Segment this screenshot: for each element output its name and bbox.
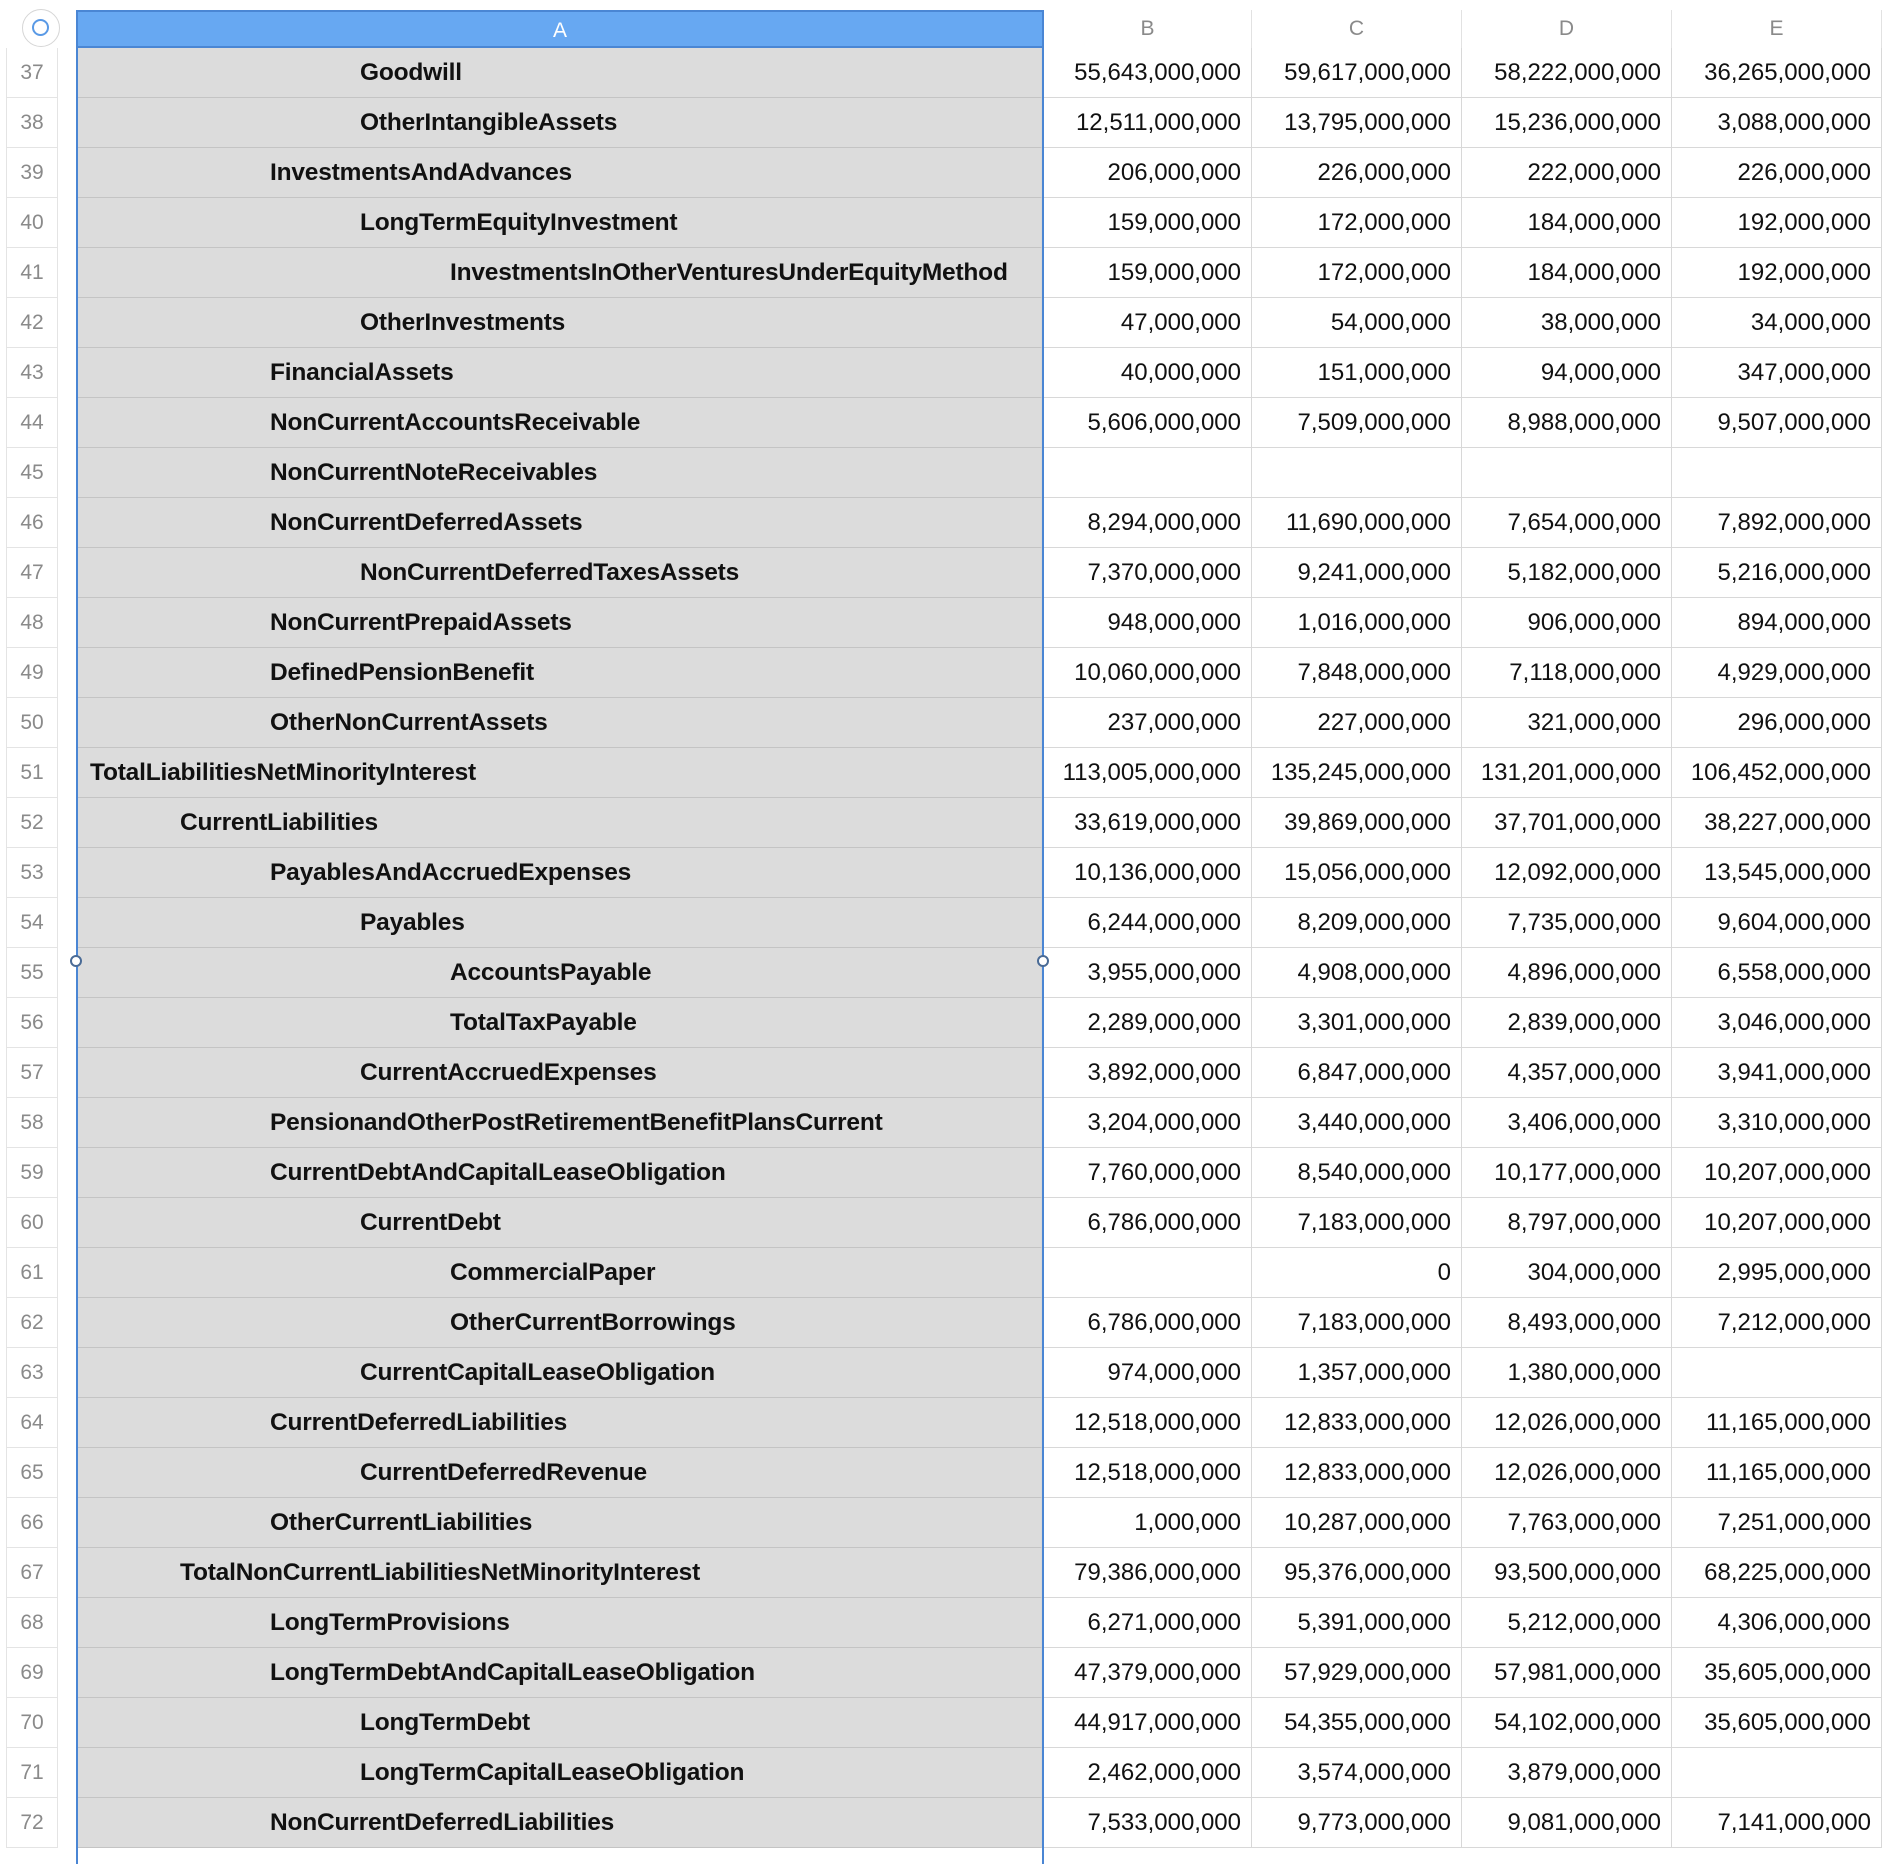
table-row [0,1748,1882,1798]
cell-value-e[interactable]: 226,000,000 [1672,148,1882,198]
cell-label[interactable]: InvestmentsInOtherVenturesUnderEquityMethod [78,248,1042,298]
cell-value-b[interactable]: 6,244,000,000 [1042,898,1252,948]
cell-label[interactable]: NonCurrentDeferredTaxesAssets [78,548,1042,598]
cell-value-e[interactable]: 106,452,000,000 [1672,748,1882,798]
cell-value-c[interactable]: 172,000,000 [1252,248,1462,298]
cell-value-e[interactable]: 11,165,000,000 [1672,1448,1882,1498]
cell-value-b[interactable]: 6,271,000,000 [1042,1598,1252,1648]
cell-value-e[interactable]: 347,000,000 [1672,348,1882,398]
cell-value-b[interactable]: 2,289,000,000 [1042,998,1252,1048]
table-row [0,1248,1882,1298]
cell-value-c[interactable]: 10,287,000,000 [1252,1498,1462,1548]
cell-label[interactable]: LongTermCapitalLeaseObligation [78,1748,1042,1798]
cell-value-b[interactable]: 948,000,000 [1042,598,1252,648]
cell-value-d[interactable]: 3,406,000,000 [1462,1098,1672,1148]
table-row [0,1148,1882,1198]
table-row [0,248,1882,298]
cell-label[interactable]: Goodwill [78,48,1042,98]
table-row [0,1348,1882,1398]
cell-value-d[interactable]: 94,000,000 [1462,348,1672,398]
table-row [0,898,1882,948]
cell-value-d[interactable]: 222,000,000 [1462,148,1672,198]
table-row [0,598,1882,648]
cell-value-d[interactable]: 15,236,000,000 [1462,98,1672,148]
table-row [0,398,1882,448]
cell-value-c[interactable]: 151,000,000 [1252,348,1462,398]
table-row [0,948,1882,998]
cell-label[interactable]: LongTermProvisions [78,1598,1042,1648]
row-number[interactable]: 45 [6,448,58,498]
cell-label[interactable]: OtherCurrentLiabilities [78,1498,1042,1548]
cell-value-b[interactable]: 159,000,000 [1042,248,1252,298]
cell-value-d[interactable]: 58,222,000,000 [1462,48,1672,98]
cell-value-b[interactable]: 12,518,000,000 [1042,1448,1252,1498]
cell-value-d[interactable]: 4,896,000,000 [1462,948,1672,998]
cell-value-b[interactable] [1042,1248,1252,1298]
table-row [0,348,1882,398]
table-row [0,548,1882,598]
cell-label[interactable]: CurrentDebtAndCapitalLeaseObligation [78,1148,1042,1198]
table-row [0,48,1882,98]
table-row [0,1398,1882,1448]
row-number[interactable]: 65 [6,1448,58,1498]
cell-value-c[interactable]: 7,848,000,000 [1252,648,1462,698]
cell-value-b[interactable]: 974,000,000 [1042,1348,1252,1398]
table-row [0,848,1882,898]
cell-value-d[interactable]: 304,000,000 [1462,1248,1672,1298]
column-header-b[interactable]: B [1044,10,1252,48]
cell-value-b[interactable]: 12,518,000,000 [1042,1398,1252,1448]
cell-value-d[interactable]: 7,654,000,000 [1462,498,1672,548]
row-number[interactable]: 62 [6,1298,58,1348]
cell-value-e[interactable]: 192,000,000 [1672,198,1882,248]
cell-value-b[interactable]: 47,000,000 [1042,298,1252,348]
cell-value-d[interactable]: 12,026,000,000 [1462,1448,1672,1498]
cell-value-d[interactable] [1462,448,1672,498]
cell-label[interactable]: NonCurrentAccountsReceivable [78,398,1042,448]
cell-value-c[interactable]: 3,574,000,000 [1252,1748,1462,1798]
cell-value-c[interactable]: 5,391,000,000 [1252,1598,1462,1648]
cell-value-e[interactable]: 4,306,000,000 [1672,1598,1882,1648]
cell-value-c[interactable]: 7,509,000,000 [1252,398,1462,448]
row-number[interactable]: 59 [6,1148,58,1198]
cell-label[interactable]: OtherIntangibleAssets [78,98,1042,148]
cell-value-c[interactable]: 9,241,000,000 [1252,548,1462,598]
table-row [0,1498,1882,1548]
cell-value-e[interactable]: 34,000,000 [1672,298,1882,348]
row-number[interactable]: 39 [6,148,58,198]
cell-value-c[interactable]: 8,540,000,000 [1252,1148,1462,1198]
cell-value-e[interactable]: 9,507,000,000 [1672,398,1882,448]
row-number[interactable]: 68 [6,1598,58,1648]
cell-label[interactable]: CurrentDeferredRevenue [78,1448,1042,1498]
cell-label[interactable]: OtherInvestments [78,298,1042,348]
cell-value-b[interactable] [1042,448,1252,498]
cell-value-b[interactable]: 47,379,000,000 [1042,1648,1252,1698]
cell-label[interactable]: NonCurrentNoteReceivables [78,448,1042,498]
cell-value-e[interactable]: 11,165,000,000 [1672,1398,1882,1448]
cell-label[interactable]: OtherNonCurrentAssets [78,698,1042,748]
cell-value-b[interactable]: 3,892,000,000 [1042,1048,1252,1098]
table-row [0,148,1882,198]
table-row [0,1648,1882,1698]
table-row [0,1448,1882,1498]
cell-value-c[interactable]: 7,183,000,000 [1252,1298,1462,1348]
selection-resize-handle-right[interactable] [1037,955,1049,967]
cell-value-d[interactable]: 5,182,000,000 [1462,548,1672,598]
cell-value-b[interactable]: 10,060,000,000 [1042,648,1252,698]
table-row [0,698,1882,748]
select-all-circle-icon[interactable] [22,9,60,47]
cell-label[interactable]: LongTermDebt [78,1698,1042,1748]
row-number[interactable]: 55 [6,948,58,998]
row-number[interactable]: 51 [6,748,58,798]
cell-value-d[interactable]: 1,380,000,000 [1462,1348,1672,1398]
cell-value-e[interactable]: 3,941,000,000 [1672,1048,1882,1098]
cell-value-d[interactable]: 906,000,000 [1462,598,1672,648]
cell-value-b[interactable]: 10,136,000,000 [1042,848,1252,898]
cell-label[interactable]: PensionandOtherPostRetirementBenefitPlansCurrent [78,1098,1042,1148]
cell-label[interactable]: DefinedPensionBenefit [78,648,1042,698]
cell-value-b[interactable]: 7,533,000,000 [1042,1798,1252,1848]
cell-value-b[interactable]: 55,643,000,000 [1042,48,1252,98]
cell-label[interactable]: NonCurrentDeferredLiabilities [78,1798,1042,1848]
cell-value-b[interactable]: 113,005,000,000 [1042,748,1252,798]
table-row [0,1548,1882,1598]
cell-value-c[interactable]: 12,833,000,000 [1252,1398,1462,1448]
row-number[interactable]: 57 [6,1048,58,1098]
cell-value-c[interactable]: 39,869,000,000 [1252,798,1462,848]
row-number[interactable]: 50 [6,698,58,748]
cell-value-c[interactable]: 4,908,000,000 [1252,948,1462,998]
row-number[interactable]: 44 [6,398,58,448]
row-number[interactable]: 41 [6,248,58,298]
selection-resize-handle-left[interactable] [70,955,82,967]
cell-value-e[interactable]: 7,251,000,000 [1672,1498,1882,1548]
column-header-c[interactable]: C [1252,10,1462,48]
cell-value-c[interactable]: 95,376,000,000 [1252,1548,1462,1598]
cell-value-e[interactable]: 2,995,000,000 [1672,1248,1882,1298]
column-selection-border-left [76,10,78,1864]
cell-value-e[interactable]: 35,605,000,000 [1672,1698,1882,1748]
table-row [0,498,1882,548]
row-number[interactable]: 67 [6,1548,58,1598]
cell-value-d[interactable]: 10,177,000,000 [1462,1148,1672,1198]
cell-value-c[interactable]: 172,000,000 [1252,198,1462,248]
cell-value-d[interactable]: 37,701,000,000 [1462,798,1672,848]
row-number[interactable]: 61 [6,1248,58,1298]
table-row [0,748,1882,798]
cell-value-c[interactable]: 59,617,000,000 [1252,48,1462,98]
column-header-a[interactable]: A [76,10,1044,48]
cell-value-c[interactable]: 6,847,000,000 [1252,1048,1462,1098]
cell-label[interactable]: NonCurrentPrepaidAssets [78,598,1042,648]
cell-value-c[interactable]: 54,000,000 [1252,298,1462,348]
cell-value-d[interactable]: 8,988,000,000 [1462,398,1672,448]
column-header-e[interactable]: E [1672,10,1882,48]
cell-value-e[interactable]: 7,141,000,000 [1672,1798,1882,1848]
row-number[interactable]: 53 [6,848,58,898]
cell-value-e[interactable]: 296,000,000 [1672,698,1882,748]
cell-value-e[interactable] [1672,1348,1882,1398]
cell-value-d[interactable]: 8,797,000,000 [1462,1198,1672,1248]
row-number[interactable]: 56 [6,998,58,1048]
row-number[interactable]: 70 [6,1698,58,1748]
cell-value-b[interactable]: 40,000,000 [1042,348,1252,398]
cell-value-d[interactable]: 54,102,000,000 [1462,1698,1672,1748]
table-row [0,98,1882,148]
cell-value-c[interactable]: 13,795,000,000 [1252,98,1462,148]
row-number[interactable]: 46 [6,498,58,548]
cell-value-c[interactable]: 226,000,000 [1252,148,1462,198]
cell-value-b[interactable]: 2,462,000,000 [1042,1748,1252,1798]
select-all-corner[interactable] [0,0,76,48]
cell-value-d[interactable]: 38,000,000 [1462,298,1672,348]
cell-value-e[interactable]: 3,310,000,000 [1672,1098,1882,1148]
cell-value-d[interactable]: 184,000,000 [1462,198,1672,248]
cell-label[interactable]: CurrentDebt [78,1198,1042,1248]
cell-value-d[interactable]: 7,763,000,000 [1462,1498,1672,1548]
cell-label[interactable]: LongTermDebtAndCapitalLeaseObligation [78,1648,1042,1698]
column-header-d[interactable]: D [1462,10,1672,48]
table-row [0,1698,1882,1748]
cell-value-d[interactable]: 3,879,000,000 [1462,1748,1672,1798]
cell-value-b[interactable]: 33,619,000,000 [1042,798,1252,848]
row-number[interactable]: 43 [6,348,58,398]
cell-value-d[interactable]: 9,081,000,000 [1462,1798,1672,1848]
cell-value-e[interactable]: 36,265,000,000 [1672,48,1882,98]
table-row [0,1798,1882,1848]
cell-value-d[interactable]: 5,212,000,000 [1462,1598,1672,1648]
cell-value-b[interactable]: 1,000,000 [1042,1498,1252,1548]
cell-value-d[interactable]: 131,201,000,000 [1462,748,1672,798]
cell-value-c[interactable]: 11,690,000,000 [1252,498,1462,548]
cell-value-b[interactable]: 12,511,000,000 [1042,98,1252,148]
cell-value-c[interactable]: 9,773,000,000 [1252,1798,1462,1848]
table-row [0,1298,1882,1348]
cell-value-d[interactable]: 12,026,000,000 [1462,1398,1672,1448]
cell-label[interactable]: CurrentLiabilities [78,798,1042,848]
row-number[interactable]: 66 [6,1498,58,1548]
cell-value-d[interactable]: 7,118,000,000 [1462,648,1672,698]
cell-value-c[interactable]: 135,245,000,000 [1252,748,1462,798]
cell-value-e[interactable]: 7,212,000,000 [1672,1298,1882,1348]
cell-value-e[interactable]: 3,046,000,000 [1672,998,1882,1048]
cell-value-b[interactable]: 44,917,000,000 [1042,1698,1252,1748]
row-number[interactable]: 58 [6,1098,58,1148]
cell-label[interactable]: CurrentAccruedExpenses [78,1048,1042,1098]
cell-value-e[interactable]: 5,216,000,000 [1672,548,1882,598]
cell-value-e[interactable]: 894,000,000 [1672,598,1882,648]
cell-value-c[interactable]: 15,056,000,000 [1252,848,1462,898]
table-row [0,448,1882,498]
cell-value-c[interactable]: 54,355,000,000 [1252,1698,1462,1748]
cell-label[interactable]: TotalNonCurrentLiabilitiesNetMinorityInterest [78,1548,1042,1598]
cell-value-e[interactable]: 10,207,000,000 [1672,1148,1882,1198]
cell-value-e[interactable]: 9,604,000,000 [1672,898,1882,948]
cell-label[interactable]: TotalTaxPayable [78,998,1042,1048]
cell-label[interactable]: AccountsPayable [78,948,1042,998]
cell-label[interactable]: NonCurrentDeferredAssets [78,498,1042,548]
cell-value-e[interactable]: 6,558,000,000 [1672,948,1882,998]
row-number[interactable]: 49 [6,648,58,698]
cell-value-e[interactable]: 35,605,000,000 [1672,1648,1882,1698]
cell-value-d[interactable]: 4,357,000,000 [1462,1048,1672,1098]
cell-value-d[interactable]: 93,500,000,000 [1462,1548,1672,1598]
cell-value-b[interactable]: 206,000,000 [1042,148,1252,198]
cell-value-e[interactable]: 192,000,000 [1672,248,1882,298]
cell-label[interactable]: FinancialAssets [78,348,1042,398]
column-header-bar [0,0,1882,48]
cell-value-b[interactable]: 6,786,000,000 [1042,1198,1252,1248]
row-number[interactable]: 47 [6,548,58,598]
cell-label[interactable]: PayablesAndAccruedExpenses [78,848,1042,898]
cell-value-c[interactable]: 57,929,000,000 [1252,1648,1462,1698]
cell-value-c[interactable]: 12,833,000,000 [1252,1448,1462,1498]
cell-value-d[interactable]: 12,092,000,000 [1462,848,1672,898]
cell-label[interactable]: CommercialPaper [78,1248,1042,1298]
row-number[interactable]: 72 [6,1798,58,1848]
row-number[interactable]: 54 [6,898,58,948]
row-number[interactable]: 48 [6,598,58,648]
cell-label[interactable]: TotalLiabilitiesNetMinorityInterest [78,748,1042,798]
cell-value-b[interactable]: 7,370,000,000 [1042,548,1252,598]
row-number[interactable]: 38 [6,98,58,148]
cell-value-e[interactable]: 7,892,000,000 [1672,498,1882,548]
cell-value-d[interactable]: 57,981,000,000 [1462,1648,1672,1698]
cell-value-e[interactable]: 68,225,000,000 [1672,1548,1882,1598]
cell-value-d[interactable]: 321,000,000 [1462,698,1672,748]
cell-value-c[interactable]: 1,016,000,000 [1252,598,1462,648]
cell-value-c[interactable] [1252,448,1462,498]
cell-value-b[interactable]: 159,000,000 [1042,198,1252,248]
row-number[interactable]: 37 [6,48,58,98]
cell-value-e[interactable]: 4,929,000,000 [1672,648,1882,698]
cell-label[interactable]: CurrentDeferredLiabilities [78,1398,1042,1448]
table-row [0,998,1882,1048]
cell-label[interactable]: InvestmentsAndAdvances [78,148,1042,198]
cell-value-b[interactable]: 7,760,000,000 [1042,1148,1252,1198]
cell-value-d[interactable]: 184,000,000 [1462,248,1672,298]
table-row [0,1098,1882,1148]
cell-value-b[interactable]: 79,386,000,000 [1042,1548,1252,1598]
row-number[interactable]: 63 [6,1348,58,1398]
row-number[interactable]: 71 [6,1748,58,1798]
cell-value-c[interactable]: 7,183,000,000 [1252,1198,1462,1248]
cell-value-c[interactable]: 3,301,000,000 [1252,998,1462,1048]
cell-value-b[interactable]: 237,000,000 [1042,698,1252,748]
cell-label[interactable]: OtherCurrentBorrowings [78,1298,1042,1348]
cell-value-e[interactable]: 13,545,000,000 [1672,848,1882,898]
cell-value-b[interactable]: 3,204,000,000 [1042,1098,1252,1148]
row-number[interactable]: 69 [6,1648,58,1698]
cell-value-c[interactable]: 8,209,000,000 [1252,898,1462,948]
table-row [0,298,1882,348]
cell-value-e[interactable]: 10,207,000,000 [1672,1198,1882,1248]
cell-value-c[interactable]: 227,000,000 [1252,698,1462,748]
table-row [0,1048,1882,1098]
cell-value-e[interactable]: 3,088,000,000 [1672,98,1882,148]
cell-value-e[interactable] [1672,1748,1882,1798]
table-row [0,648,1882,698]
row-number[interactable]: 60 [6,1198,58,1248]
column-selection-border-right [1042,10,1044,1864]
cell-value-c[interactable]: 1,357,000,000 [1252,1348,1462,1398]
cell-value-e[interactable] [1672,448,1882,498]
cell-value-d[interactable]: 2,839,000,000 [1462,998,1672,1048]
cell-label[interactable]: CurrentCapitalLeaseObligation [78,1348,1042,1398]
table-row [0,198,1882,248]
cell-label[interactable]: LongTermEquityInvestment [78,198,1042,248]
cell-value-b[interactable]: 5,606,000,000 [1042,398,1252,448]
cell-value-b[interactable]: 6,786,000,000 [1042,1298,1252,1348]
cell-value-d[interactable]: 7,735,000,000 [1462,898,1672,948]
cell-value-c[interactable]: 3,440,000,000 [1252,1098,1462,1148]
row-number[interactable]: 64 [6,1398,58,1448]
cell-value-c[interactable]: 0 [1252,1248,1462,1298]
row-number[interactable]: 40 [6,198,58,248]
row-number[interactable]: 52 [6,798,58,848]
cell-value-b[interactable]: 8,294,000,000 [1042,498,1252,548]
table-row [0,1198,1882,1248]
cell-value-b[interactable]: 3,955,000,000 [1042,948,1252,998]
cell-value-d[interactable]: 8,493,000,000 [1462,1298,1672,1348]
cell-label[interactable]: Payables [78,898,1042,948]
cell-value-e[interactable]: 38,227,000,000 [1672,798,1882,848]
table-row [0,798,1882,848]
row-number[interactable]: 42 [6,298,58,348]
table-row [0,1598,1882,1648]
